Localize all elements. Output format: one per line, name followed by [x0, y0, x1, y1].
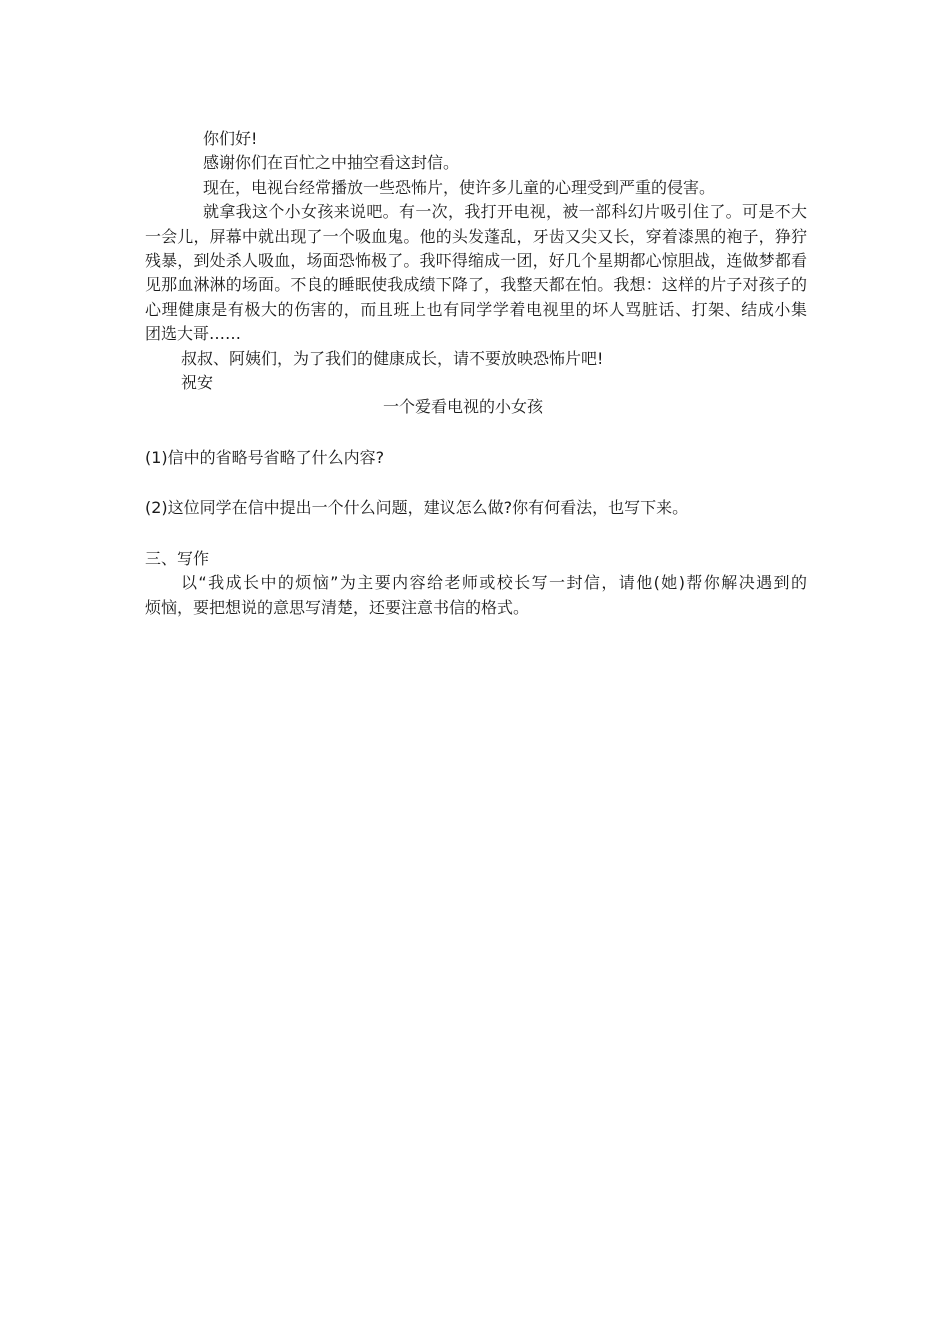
- letter-body: [145, 200, 807, 346]
- spacer: [145, 470, 807, 496]
- letter-signature: 一个爱看电视的小女孩: [383, 397, 544, 417]
- spacer: [145, 521, 807, 547]
- letter-greeting: 你们好!: [203, 129, 258, 148]
- writing-prompt-line: 以“我成长中的烦恼”为主要内容给老师或校长写一封信，请他(她)帮你解决遇到的: [181, 573, 807, 593]
- letter-body-line: 残暴，到处杀人吸血，场面恐怖极了。我吓得缩成一团，好几个星期都心惊胆战，连做梦都看: [145, 251, 807, 271]
- letter-body-line: 团选大哥……: [145, 324, 242, 344]
- letter-closing: 祝安: [181, 373, 214, 393]
- letter-body-line: 就拿我这个小女孩来说吧。有一次，我打开电视，被一部科幻片吸引住了。可是不大: [203, 202, 807, 222]
- letter-body-line: 心理健康是有极大的伤害的，而且班上也有同学学着电视里的坏人骂脏话、打架、结成小集: [145, 299, 807, 319]
- question-2: (2)这位同学在信中提出一个什么问题，建议怎么做?你有何看法，也写下来。: [145, 498, 689, 518]
- spacer: [145, 420, 807, 446]
- section-heading-writing: 三、写作: [145, 548, 210, 568]
- writing-prompt-line: 烦恼，要把想说的意思写清楚，还要注意书信的格式。: [145, 597, 530, 617]
- letter-body-line: 见那血淋淋的场面。不良的睡眠使我成绩下降了，我整天都在怕。我想：这样的片子对孩子的: [145, 275, 807, 295]
- document-content: [145, 127, 807, 620]
- letter-thanks: 感谢你们在百忙之中抽空看这封信。: [203, 153, 460, 173]
- letter-appeal: 叔叔、阿姨们，为了我们的健康成长，请不要放映恐怖片吧!: [181, 348, 604, 368]
- letter-body-line: 一会儿，屏幕中就出现了一个吸血鬼。他的头发蓬乱，牙齿又尖又长，穿着漆黑的袍子，狰狞: [145, 226, 807, 246]
- letter-intro: 现在，电视台经常播放一些恐怖片，使许多儿童的心理受到严重的侵害。: [203, 177, 716, 197]
- question-1: (1)信中的省略号省略了什么内容?: [145, 447, 385, 467]
